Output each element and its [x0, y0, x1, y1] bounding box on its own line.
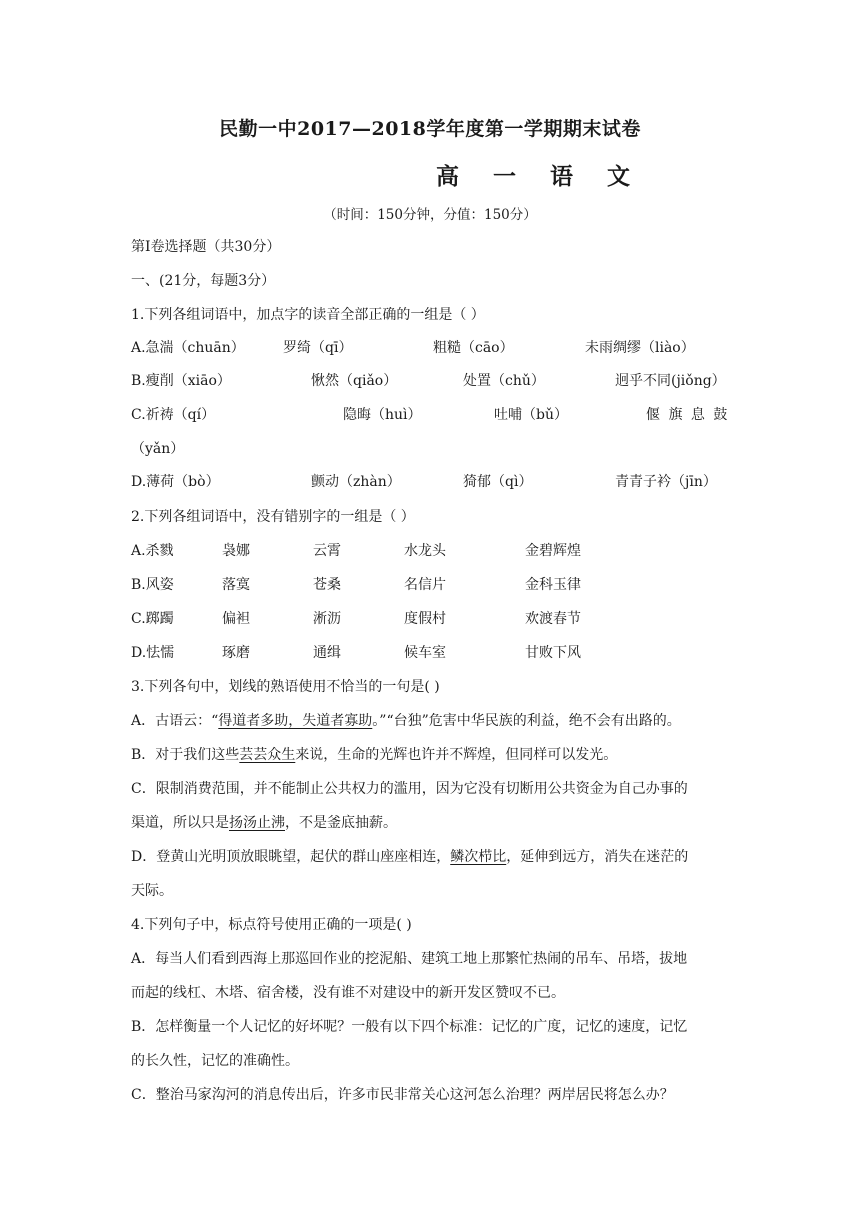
part-title: 第Ⅰ卷选择题（共30分） — [131, 239, 281, 255]
q3-option-c-line-2 — [131, 812, 397, 832]
q2-c-word-1: C.踯躅 — [131, 611, 174, 627]
q1-option-a-item-4: 未雨绸缪（liào） — [585, 340, 695, 356]
q1-option-a-item-2: 罗绮（qī） — [283, 340, 353, 356]
q1-option-a-item-3: 粗糙（cāo） — [433, 340, 514, 356]
q3-d-pre: D．登黄山光明顶放眼眺望，起伏的群山座座相连， — [131, 849, 451, 865]
q1-option-d-item-3: 猗郁（qì） — [463, 474, 533, 490]
q2-b-word-2: 落寞 — [222, 577, 250, 593]
question-4-stem: 4.下列句子中，标点符号使用正确的一项是( ) — [131, 917, 412, 933]
q3-b-underlined-idiom: 芸芸众生 — [239, 747, 296, 763]
q1-option-d-item-4: 青青子衿（jīn） — [615, 474, 717, 490]
q3-a-post: 。”“台独”危害中华民族的利益，绝不会有出路的。 — [372, 713, 681, 729]
q1-option-c-item-3: 吐哺（bǔ） — [494, 407, 568, 423]
subject-title: 高 一 语 文 — [436, 163, 644, 190]
q1-option-d-item-1: D.薄荷（bò） — [131, 474, 220, 490]
q1-option-b-item-4: 迥乎不同(jiǒng） — [615, 373, 726, 389]
q2-c-word-3: 淅沥 — [313, 611, 341, 627]
q3-c-pre: 渠道，所以只是 — [131, 815, 229, 831]
q3-a-pre: A．古语云：“ — [131, 713, 219, 729]
q4-option-c-line-1: C．整治马家沟河的消息传出后，许多市民非常关心这河怎么治理？两岸居民将怎么办？ — [131, 1087, 674, 1103]
q4-option-b-line-1: B．怎样衡量一个人记忆的好坏呢？一般有以下四个标准：记忆的广度，记忆的速度，记忆 — [131, 1019, 688, 1035]
question-1-stem: 1.下列各组词语中，加点字的读音全部正确的一组是（ ） — [131, 307, 485, 323]
question-2-stem: 2.下列各组词语中，没有错别字的一组是（ ） — [131, 509, 415, 525]
q2-a-word-4: 水龙头 — [404, 543, 446, 559]
question-3-stem: 3.下列各句中，划线的熟语使用不恰当的一句是( ) — [131, 679, 440, 695]
q3-b-post: 来说，生命的光辉也许并不辉煌，但同样可以发光。 — [295, 747, 618, 763]
q1-option-c-item-4: 偃 旗 息 鼓 — [646, 407, 730, 423]
q3-c-underlined-idiom: 扬汤止沸 — [229, 815, 285, 831]
q1-option-b-item-1: B.瘦削（xiāo） — [131, 373, 231, 389]
q4-option-a-line-1: A．每当人们看到西海上那巡回作业的挖泥船、建筑工地上那繁忙热闹的吊车、吊塔，拔地 — [131, 951, 688, 967]
q2-c-word-4: 度假村 — [404, 611, 446, 627]
q2-d-word-4: 候车室 — [404, 645, 446, 661]
q3-d-post: ，延伸到远方，消失在迷茫的 — [506, 849, 689, 865]
q2-a-word-5: 金碧辉煌 — [525, 543, 581, 559]
q1-option-c-wrap: （yǎn） — [131, 441, 185, 457]
q1-option-b-item-2: 愀然（qiǎo） — [311, 373, 398, 389]
q3-c-post: ，不是釜底抽薪。 — [285, 815, 397, 831]
q3-option-b — [131, 744, 617, 764]
exam-time-score: （时间：150分钟，分值：150分） — [323, 207, 537, 223]
exam-title: 民勤一中2017—2018学年度第一学期期末试卷 — [219, 118, 641, 140]
q2-d-word-1: D.怯懦 — [131, 645, 175, 661]
q2-c-word-5: 欢渡春节 — [525, 611, 581, 627]
q1-option-c-item-1: C.祈祷（qí） — [131, 407, 216, 423]
group-title: 一、(21分，每题3分） — [131, 273, 276, 289]
q4-option-b-line-2: 的长久性，记忆的准确性。 — [131, 1053, 299, 1069]
q3-option-a — [131, 710, 681, 730]
q3-a-underlined-idiom: 得道者多助，失道者寡助 — [218, 713, 373, 729]
q2-a-word-1: A.杀戮 — [131, 543, 174, 559]
q3-d-underlined-idiom: 鳞次栉比 — [450, 849, 507, 865]
q2-d-word-2: 琢磨 — [222, 645, 250, 661]
q2-a-word-3: 云霄 — [313, 543, 341, 559]
q2-a-word-2: 袅娜 — [222, 543, 250, 559]
q2-b-word-5: 金科玉律 — [525, 577, 581, 593]
q3-option-d-line-1 — [131, 846, 688, 866]
q2-b-word-1: B.风姿 — [131, 577, 174, 593]
q3-b-pre: B．对于我们这些 — [131, 747, 240, 763]
q3-option-c-line-1: C．限制消费范围，并不能制止公共权力的滥用，因为它没有切断用公共资金为自己办事的 — [131, 781, 688, 797]
q1-option-c-item-2: 隐晦（huì） — [343, 407, 422, 423]
q2-b-word-4: 名信片 — [404, 577, 446, 593]
q3-option-d-line-2: 天际。 — [131, 883, 173, 899]
q4-option-a-line-2: 而起的线杠、木塔、宿舍楼，没有谁不对建设中的新开发区赞叹不已。 — [131, 985, 565, 1001]
q2-d-word-3: 通缉 — [313, 645, 341, 661]
q1-option-a-item-1: A.急湍（chuān） — [131, 340, 245, 356]
q1-option-d-item-2: 颤动（zhàn） — [311, 474, 401, 490]
q2-c-word-2: 偏袒 — [222, 611, 250, 627]
q2-b-word-3: 苍桑 — [313, 577, 341, 593]
q1-option-b-item-3: 处置（chǔ） — [463, 373, 545, 389]
q2-d-word-5: 甘败下风 — [525, 645, 581, 661]
